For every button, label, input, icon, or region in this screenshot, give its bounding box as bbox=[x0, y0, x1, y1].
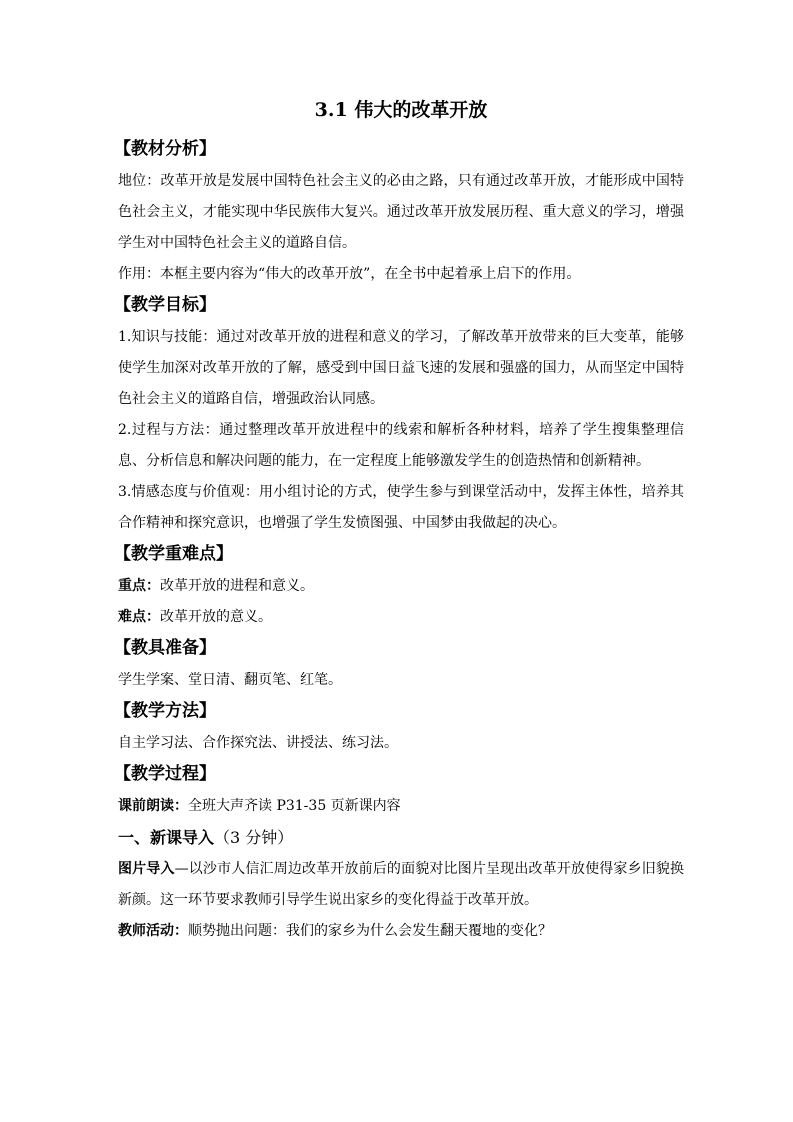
methods-paragraph: 自主学习法、合作探究法、讲授法、练习法。 bbox=[118, 735, 398, 751]
teacher-activity-label: 教师活动： bbox=[118, 923, 188, 939]
step1-time: （3 分钟） bbox=[214, 828, 294, 847]
document-title: 3.1 伟大的改革开放 bbox=[314, 99, 488, 121]
difficulty-label: 难点： bbox=[118, 609, 160, 625]
section-heading-keypoints: 【教学重难点】 bbox=[114, 544, 233, 564]
teacher-activity-paragraph bbox=[118, 916, 684, 947]
difficulty-text: 改革开放的意义。 bbox=[160, 609, 272, 625]
goal-item-1: 1.知识与技能：通过对改革开放的进程和意义的学习，了解改革开放带来的巨大变革，能够使学生加深对改革开放的了解，感受到中国日益飞速的发展和强盛的国力，从而坚定中国特色社会主义的道路自信，增强政治认同感。 bbox=[118, 329, 684, 407]
teacher-activity-text: 顺势抛出问题：我们的家乡为什么会发生翻天覆地的变化？ bbox=[188, 923, 552, 939]
tools-paragraph: 学生学案、堂日清、翻页笔、红笔。 bbox=[118, 672, 342, 688]
section-heading-tools: 【教具准备】 bbox=[114, 638, 216, 658]
picture-intro-text: —以沙市人信汇周边改革开放前后的面貌对比图片呈现出改革开放使得家乡旧貌换新颜。这一环节要求教师引导学生说出家乡的变化得益于改革开放。 bbox=[118, 861, 685, 908]
goal-item-2: 2.过程与方法：通过整理改革开放进程中的线索和解析各种材料，培养了学生搜集整理信息、分析信息和解决问题的能力，在一定程度上能够激发学生的创造热情和创新精神。 bbox=[118, 422, 684, 469]
keypoint-text: 改革开放的进程和意义。 bbox=[160, 578, 314, 594]
picture-intro-label: 图片导入 bbox=[118, 861, 175, 877]
section-heading-analysis: 【教材分析】 bbox=[114, 139, 216, 159]
picture-intro-paragraph bbox=[118, 854, 684, 916]
analysis-role-paragraph: 作用：本框主要内容为“伟大的改革开放”，在全书中起着承上启下的作用。 bbox=[118, 266, 581, 282]
section-heading-goals: 【教学目标】 bbox=[114, 295, 216, 315]
preread-label: 课前朗读： bbox=[118, 798, 188, 814]
document-page bbox=[114, 96, 685, 947]
step1-heading bbox=[118, 822, 684, 854]
step1-title: 一、新课导入 bbox=[118, 828, 215, 847]
preread-paragraph bbox=[118, 791, 684, 822]
keypoint-paragraph bbox=[118, 571, 684, 602]
difficulty-paragraph bbox=[118, 602, 684, 633]
goal-item-3: 3.情感态度与价值观：用小组讨论的方式，使学生参与到课堂活动中，发挥主体性，培养其合作精神和探究意识，也增强了学生发愤图强、中国梦由我做起的决心。 bbox=[118, 484, 684, 531]
keypoint-label: 重点： bbox=[118, 578, 160, 594]
analysis-position-paragraph: 地位：改革开放是发展中国特色社会主义的必由之路，只有通过改革开放，才能形成中国特色社会主义，才能实现中华民族伟大复兴。通过改革开放发展历程、重大意义的学习，增强学生对中国特色社会主义的道路自信。 bbox=[118, 173, 684, 251]
section-heading-methods: 【教学方法】 bbox=[114, 701, 216, 721]
section-heading-process: 【教学过程】 bbox=[114, 764, 216, 784]
preread-text: 全班大声齐读 P31-35 页新课内容 bbox=[188, 798, 401, 814]
